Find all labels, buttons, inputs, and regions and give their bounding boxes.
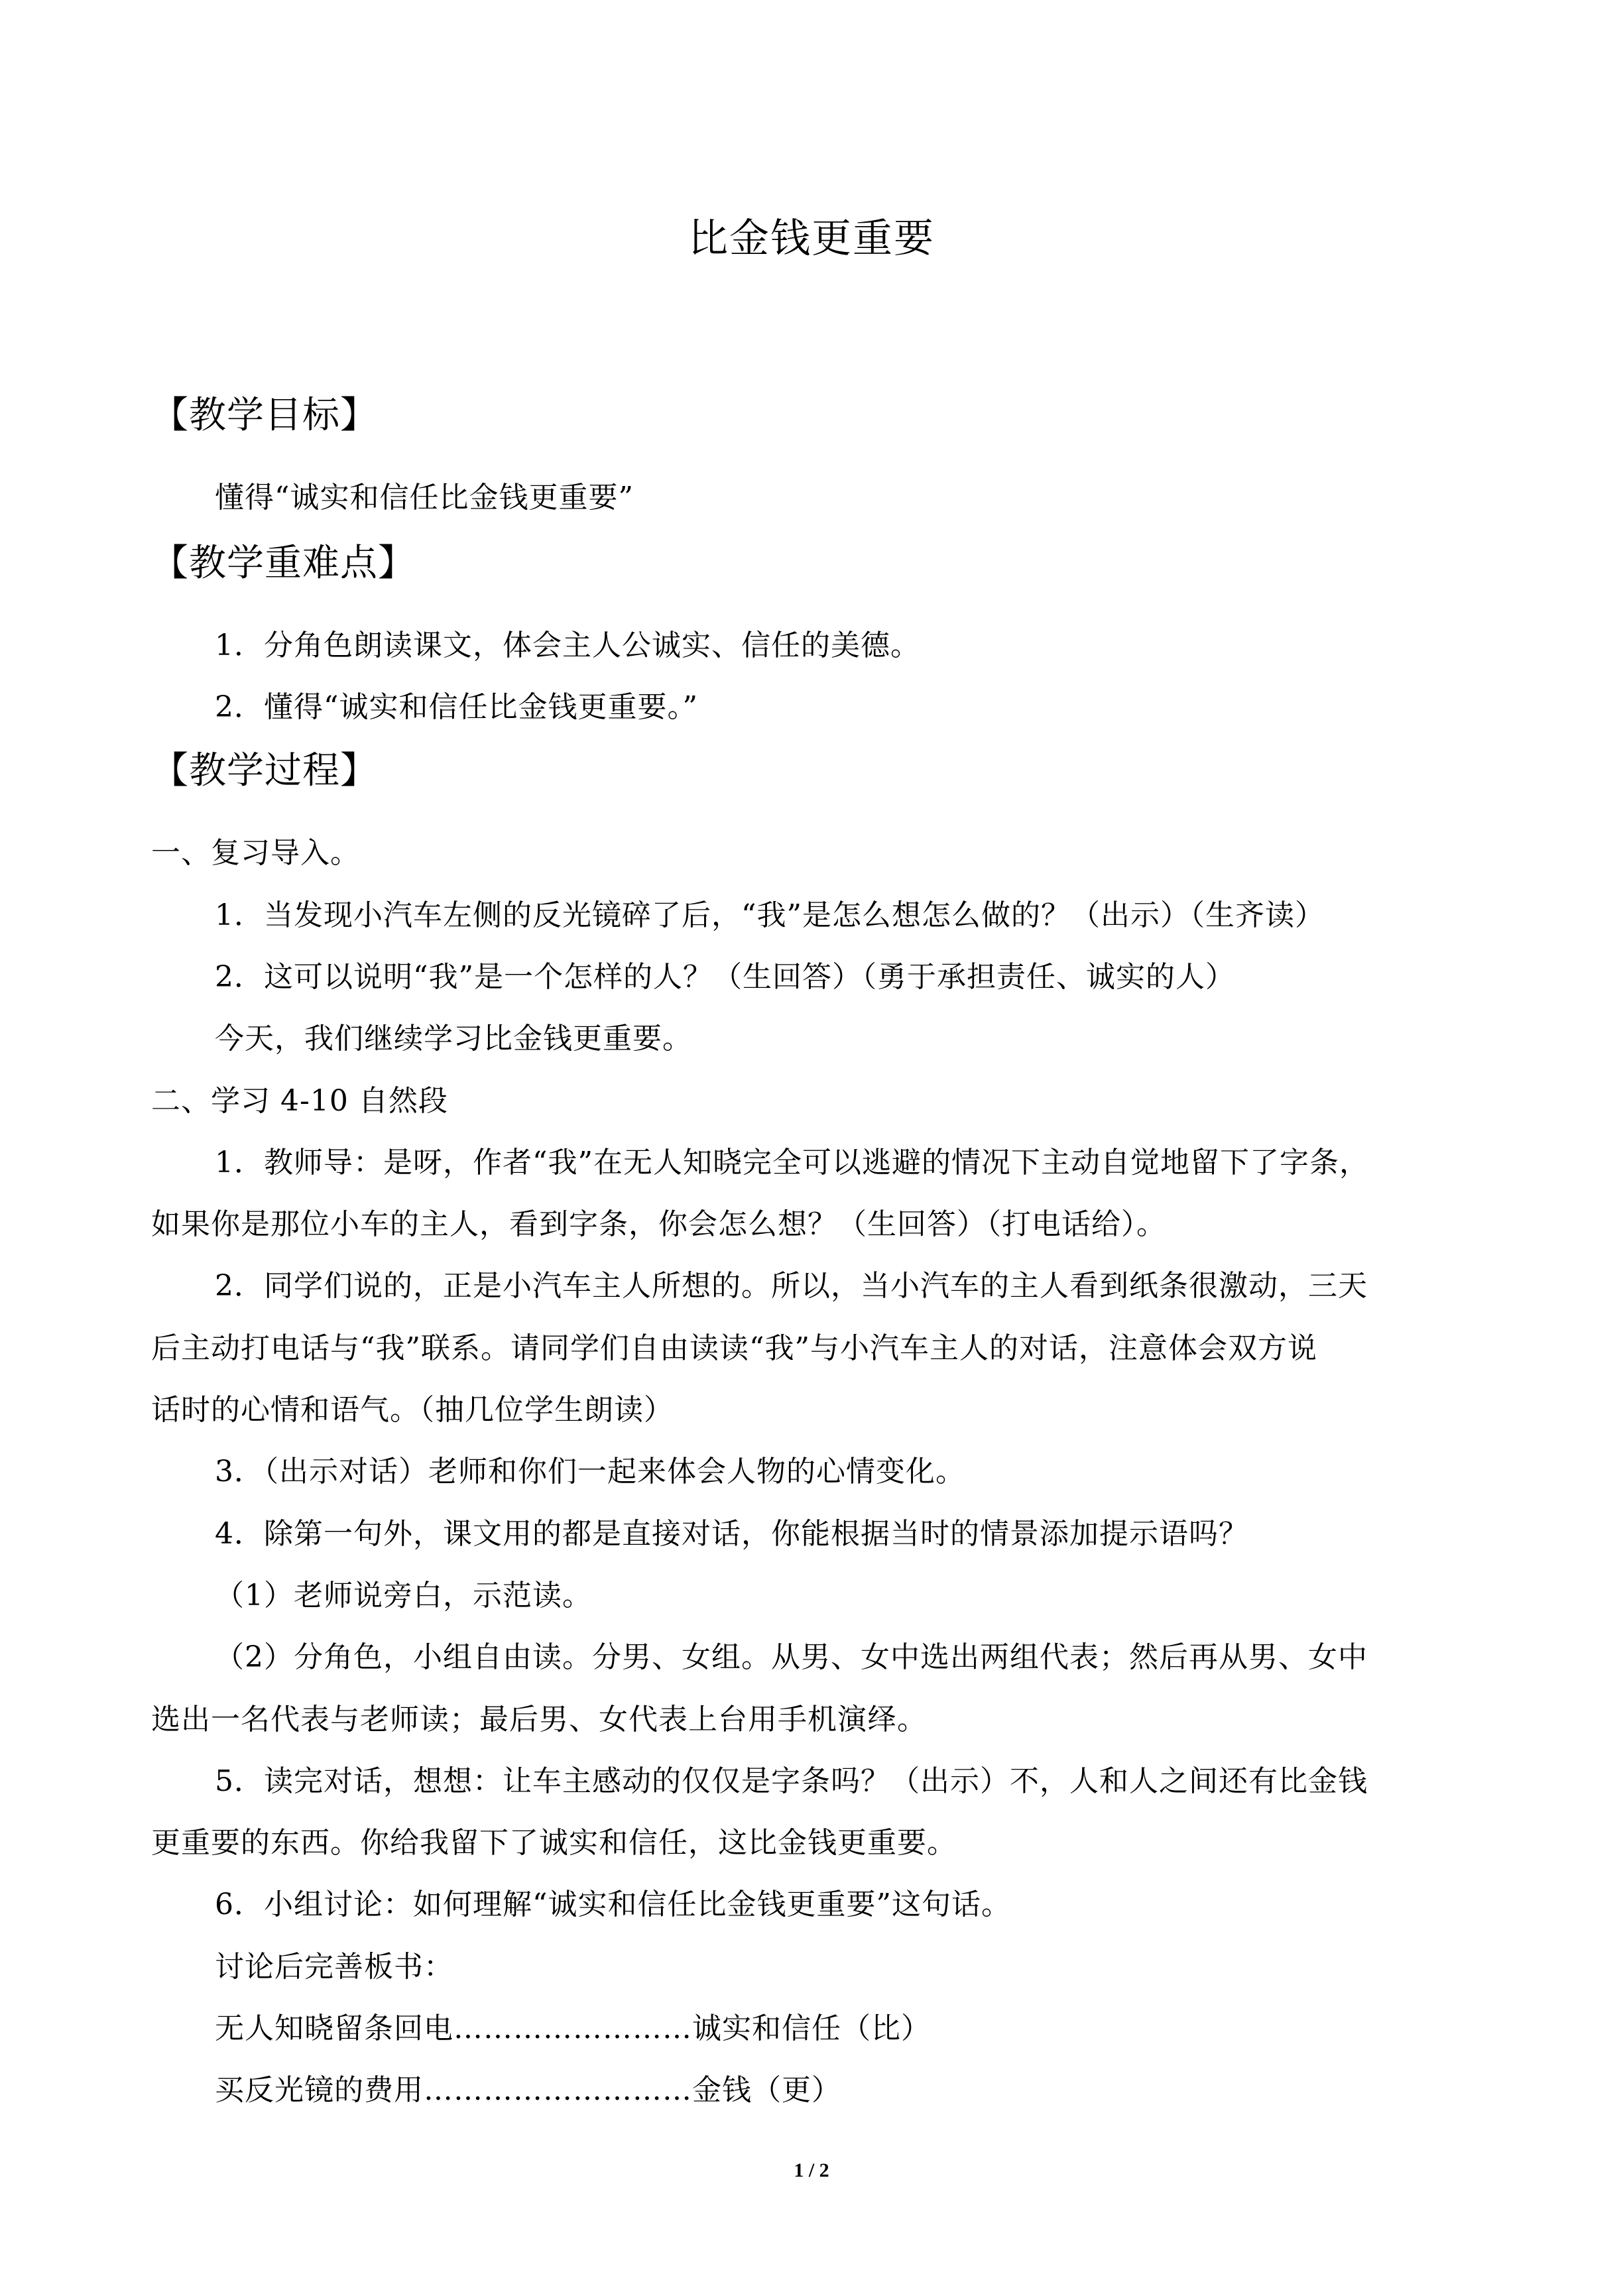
board-line: 买反光镜的费用………………………金钱（更） bbox=[215, 2073, 841, 2107]
process-line: 2．这可以说明“我”是一个怎样的人？（生回答）（勇于承担责任、诚实的人） bbox=[215, 960, 1235, 994]
process-line: 1．教师导：是呀，作者“我”在无人知晓完全可以逃避的情况下主动自觉地留下了字条， bbox=[215, 1146, 1369, 1179]
objectives-text: 懂得“诚实和信任比金钱更重要” bbox=[215, 481, 634, 514]
process-line: 6．小组讨论：如何理解“诚实和信任比金钱更重要”这句话。 bbox=[215, 1888, 1011, 1921]
process-line: 4．除第一句外，课文用的都是直接对话，你能根据当时的情景添加提示语吗？ bbox=[215, 1517, 1248, 1551]
process-line: （2）分角色，小组自由读。分男、女组。从男、女中选出两组代表；然后再从男、女中 bbox=[215, 1640, 1368, 1674]
process-line: 选出一名代表与老师读；最后男、女代表上台用手机演绎。 bbox=[151, 1703, 927, 1736]
section-heading-process: 【教学过程】 bbox=[151, 749, 378, 792]
section-heading-key-points: 【教学重难点】 bbox=[151, 542, 416, 585]
process-line: 更重要的东西。你给我留下了诚实和信任，这比金钱更重要。 bbox=[151, 1826, 957, 1860]
process-line: 如果你是那位小车的主人，看到字条，你会怎么想？（生回答）（打电话给）。 bbox=[151, 1207, 1166, 1241]
process-line: 后主动打电话与“我”联系。请同学们自由读读“我”与小汽车主人的对话，注意体会双方说 bbox=[151, 1331, 1317, 1365]
process-line: 话时的心情和语气。（抽几位学生朗读） bbox=[151, 1393, 674, 1427]
section-heading-objectives: 【教学目标】 bbox=[151, 394, 378, 437]
process-line: 3．（出示对话）老师和你们一起来体会人物的心情变化。 bbox=[215, 1455, 965, 1488]
process-line: 5．读完对话，想想：让车主感动的仅仅是字条吗？（出示）不，人和人之间还有比金钱 bbox=[215, 1764, 1368, 1798]
page-number: 1 / 2 bbox=[794, 2159, 829, 2181]
process-line: 2．同学们说的，正是小汽车主人所想的。所以，当小汽车的主人看到纸条很激动，三天 bbox=[215, 1269, 1368, 1303]
process-line: （1）老师说旁白，示范读。 bbox=[215, 1579, 592, 1612]
process-line: 讨论后完善板书： bbox=[215, 1950, 453, 1984]
process-line: 二、学习 4-10 自然段 bbox=[151, 1084, 448, 1118]
board-line: 无人知晓留条回电……………………诚实和信任（比） bbox=[215, 2012, 931, 2045]
process-line: 1．当发现小汽车左侧的反光镜碎了后，“我”是怎么想怎么做的？（出示）（生齐读） bbox=[215, 898, 1325, 932]
key-point-item: 1．分角色朗读课文，体会主人公诚实、信任的美德。 bbox=[215, 629, 920, 662]
key-point-item: 2．懂得“诚实和信任比金钱更重要。” bbox=[215, 690, 698, 724]
process-line: 今天，我们继续学习比金钱更重要。 bbox=[215, 1022, 692, 1056]
process-line: 一、复习导入。 bbox=[151, 836, 360, 870]
page-title: 比金钱更重要 bbox=[688, 215, 935, 262]
